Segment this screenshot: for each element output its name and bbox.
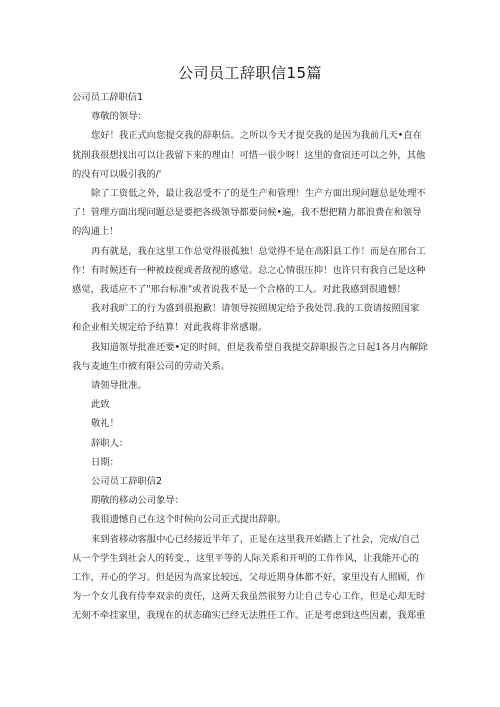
letter1-closing-line: 敬礼！	[91, 418, 119, 430]
letter2-paragraph: 来到省移动客服中心已经接近半年了，正是在这里我开始踏上了社会，完成/自己从一个学生到社会人的转变.，这里平等的人际关系和开明的工作作风，让我能开心的工作，开心的学习。但是因为高家比较远，父母近期身体都不好，家里没有人照顾，作为一个女儿我有侍奉双亲的责任，这两天我虽然很努力让自己专心工作，但是心却无时无刻不牵挂家里，我现在的状态确实已经无法胜任工作。正是考虑到这些因素，我郑重	[72, 533, 426, 622]
letter1-paragraph: 再有就是，我在这里工作总觉得很孤独！总觉得不是在高阳县工作！而是在邢台工作！有时候还有一种被歧视或者敌视的感觉。总之心情很压抑！也许只有我自己是这种感觉，我适应不了"邢台标准"或者说我不是一个合格的工人。对此我感到很遗憾！	[72, 245, 426, 296]
document-body	[72, 88, 428, 626]
letter1-salutation: 尊敬的领导：	[91, 111, 147, 123]
letter2-heading: 公司员工辞职信2	[91, 476, 162, 488]
letter1-paragraph: 我对我旷工的行为盛到很抱歉！请领导按照规定给予我处罚.我的工资请按照国家和企业相关规定给予结算！对此我将非常感谢。	[72, 303, 420, 334]
letter1-heading: 公司员工辞职信1	[72, 92, 143, 103]
letter1-closing-line: 此致	[91, 399, 110, 411]
letter1-closing-line: 辞职人：	[91, 437, 129, 449]
letter1-paragraph: 除了工资低之外，最让我忍受不了的是生产和管理！生产方面出现问题总是处理不了！管理方面出现问题总是要把各级领导都要问候•遍，我不想把精力都浪费在和领导的沟通上！	[72, 188, 426, 238]
document-title: 公司员工辞职信15篇	[177, 64, 323, 82]
letter1-closing-line: 请领导批准。	[91, 380, 147, 392]
letter1-paragraph: 我知道领导批准还要•定的时间，但是我希望自我提交辞职报告之日起1各月内解除我与麦迪生巾被有限公司的劳动关系。	[72, 341, 428, 372]
letter1-closing-line: 日期：	[91, 456, 119, 468]
letter1-paragraph: 您好！我正式向您提交我的辞职信。之所以今天才提交我的是因为我前几天•直在犹削我很想找出可以让我留下来的理由！可惜一很少呀！这里的食宿还可以之外，其他的没有可以吸引我的/'	[72, 130, 426, 180]
letter2-paragraph: 我很遗憾自己在这个时候向公司正式提出辞职。	[91, 514, 287, 526]
letter2-salutation: 期敬的移动公司象导：	[91, 495, 184, 507]
